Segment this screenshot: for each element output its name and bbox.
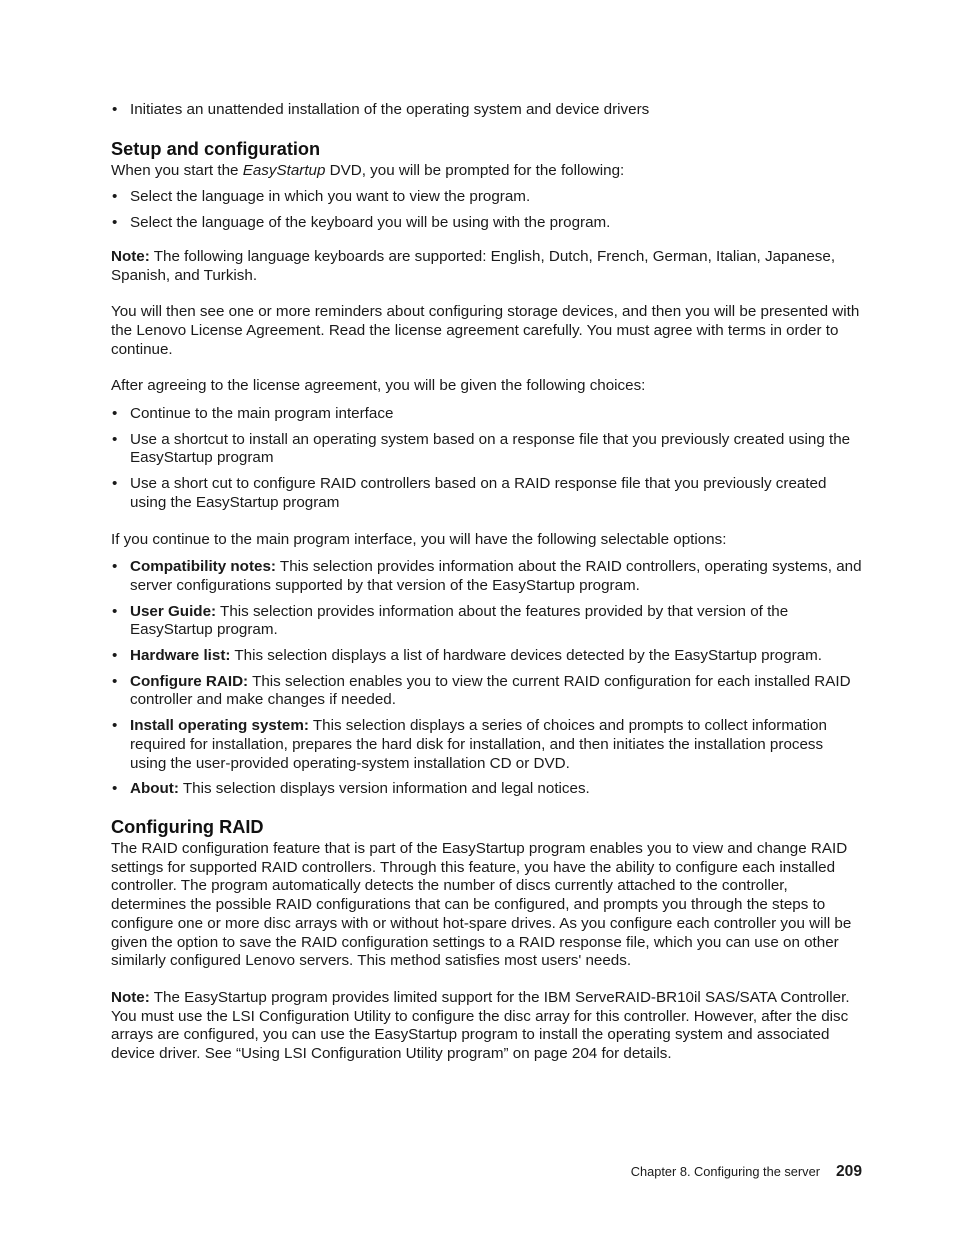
list-item: • Continue to the main program interface (111, 405, 863, 424)
section-heading-raid: Configuring RAID (111, 816, 264, 837)
product-name: EasyStartup (242, 161, 326, 179)
option-label: User Guide: (130, 602, 217, 620)
keyboard-note: Note: The following language keyboards are supported: English, Dutch, French, German, Italian, Japanese, Spanish, and Turkish. (111, 247, 836, 284)
list-item: • Install operating system: This selection displays a series of choices and prompts to collect information required for installation, prepares the hard disk for installation, and then initiates the installation process using the user-provided operating-system installation CD or DVD. (111, 717, 863, 773)
page-number: 209 (835, 1163, 862, 1180)
option-label: Install operating system: (130, 717, 309, 735)
list-item: • User Guide: This selection provides information about the features provided by that version of the EasyStartup program. (111, 603, 863, 640)
option-label: About: (130, 780, 179, 798)
list-item: • Initiates an unattended installation of the operating system and device drivers (111, 101, 863, 120)
page-content (111, 101, 863, 1064)
list-item: • Hardware list: This selection displays a list of hardware devices detected by the EasyStartup program. (111, 647, 863, 666)
choices-intro: After agreeing to the license agreement, you will be given the following choices: (111, 377, 646, 395)
prompt-list (111, 188, 863, 232)
list-item: • About: This selection displays version information and legal notices. (111, 780, 863, 799)
note-label: Note: (111, 247, 150, 265)
choices-list (111, 405, 863, 513)
section-heading-setup: Setup and configuration (111, 138, 321, 159)
page-footer (631, 1163, 862, 1181)
chapter-title: Chapter 8. Configuring the server (630, 1164, 820, 1179)
options-list (111, 558, 863, 799)
setup-intro: When you start the EasyStartup DVD, you will be prompted for the following: (111, 161, 625, 179)
raid-paragraph: The RAID configuration feature that is part of the EasyStartup program enables you to view and change RAID settings for supported RAID controllers. Through this feature, you have the ability to configure each installed controller. The program automatically detects the number of discs currently attached to the controller, determines the possible RAID configurations that can be configured, and prompts you through the steps to configure one or more disc arrays with or without hot-spare drives. As you configure each controller you will be given the option to save the RAID configuration settings to a RAID response file, which you can use on other similarly configured Lenovo servers. This method satisfies most users' needs. (111, 839, 852, 970)
raid-note: Note: The EasyStartup program provides limited support for the IBM ServeRAID-BR10il SAS/SATA Controller. You must use the LSI Configuration Utility to configure the disc array for this controller. However, after the disc arrays are configured, you can use the EasyStartup program to install the operating system and associated device driver. See “Using LSI Configuration Utility program” on page 204 for details. (111, 988, 850, 1063)
list-item: • Compatibility notes: This selection provides information about the RAID controllers, operating systems, and server configurations supported by that version of the EasyStartup program. (111, 558, 863, 595)
top-bullet-list (111, 101, 863, 120)
list-item: • Select the language in which you want to view the program. (111, 188, 863, 207)
option-label: Configure RAID: (130, 672, 249, 690)
option-label: Compatibility notes: (130, 558, 276, 576)
option-label: Hardware list: (130, 647, 231, 665)
options-intro: If you continue to the main program interface, you will have the following selectable options: (111, 530, 727, 548)
list-item: • Use a shortcut to install an operating system based on a response file that you previously created using the EasyStartup program (111, 431, 863, 468)
reminders-paragraph: You will then see one or more reminders about configuring storage devices, and then you will be presented with the Lenovo License Agreement. Read the license agreement carefully. You must agree with terms in order to continue. (111, 303, 860, 358)
note-label: Note: (111, 988, 150, 1006)
list-item: • Select the language of the keyboard you will be using with the program. (111, 214, 863, 233)
list-item: • Configure RAID: This selection enables you to view the current RAID configuration for each installed RAID controller and make changes if needed. (111, 673, 863, 710)
list-item: • Use a short cut to configure RAID controllers based on a RAID response file that you previously created using the EasyStartup program (111, 475, 863, 512)
